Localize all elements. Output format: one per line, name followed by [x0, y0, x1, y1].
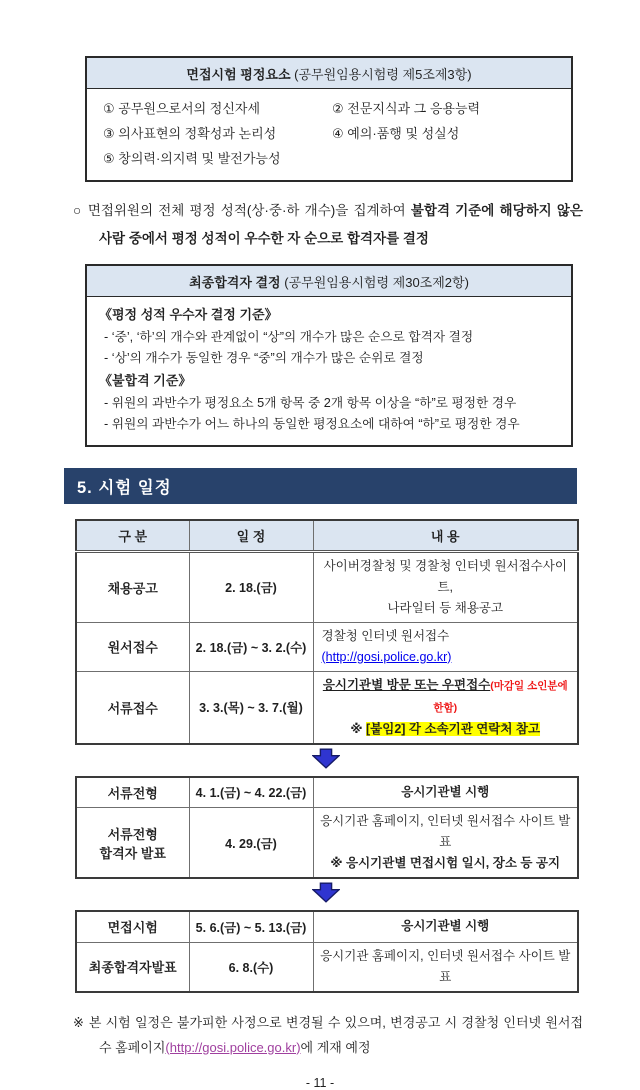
row-content [313, 808, 578, 879]
schedule-table-application [75, 519, 579, 745]
table-header-row [76, 520, 578, 551]
label-line: 합격자 발표 [99, 845, 166, 861]
reference-mark: ※ [350, 721, 367, 736]
final-decision-title: 최종합격자 결정 [189, 275, 281, 290]
final-decision-box [85, 264, 573, 447]
criteria-item-3: ③ 의사표현의 정확성과 논리성 [103, 126, 277, 141]
header-date: 일 정 [189, 520, 313, 551]
footnote-text-after: 에 게재 예정 [300, 1039, 371, 1055]
row-date: 6. 8.(수) [189, 942, 313, 992]
criteria-item-1: ① 공무원으로서의 정신자세 [103, 101, 261, 116]
table-row [76, 671, 578, 744]
row-label: 서류접수 [76, 671, 189, 744]
interview-criteria-ref: (공무원임용시험령 제5조제3항) [294, 67, 472, 82]
table-row [76, 911, 578, 942]
content-line [319, 675, 573, 719]
schedule-change-footnote [73, 1010, 583, 1060]
row-date: 4. 29.(금) [189, 808, 313, 879]
table-row [76, 551, 578, 622]
fail-subtitle: 《불합격 기준》 [99, 373, 192, 388]
footnote-text: 본 시험 일정은 불가피한 사정으로 변경될 수 있으며, 변경공고 시 경찰청 인터넷 원서접수 홈페이지 [88, 1014, 583, 1055]
fail-rule: - 위원의 과반수가 어느 하나의 동일한 평정요소에 대하여 “하”로 평정한 경우 [104, 417, 520, 431]
row-content [313, 671, 578, 744]
criteria-right-column [332, 96, 561, 171]
criteria-item-4: ④ 예의·품행 및 성실성 [332, 126, 460, 141]
paragraph-bold-text: 불합격 기준에 해당하지 않은 사람 중에서 평정 성적이 우수한 자 순으로 합격자를 결정 [99, 203, 583, 246]
row-label: 면접시험 [76, 911, 189, 942]
row-content [313, 622, 578, 671]
final-decision-body [87, 297, 571, 445]
schedule-table-interview [75, 910, 579, 993]
table-row [76, 622, 578, 671]
content-text: 경찰청 인터넷 원서접수 [321, 628, 450, 643]
criteria-left-column [103, 96, 332, 171]
header-content: 내 용 [313, 520, 578, 551]
row-label: 원서접수 [76, 622, 189, 671]
interview-criteria-box [85, 56, 573, 182]
row-date: 3. 3.(목) ~ 3. 7.(월) [189, 671, 313, 744]
row-date: 2. 18.(금) [189, 551, 313, 622]
row-content: 응시기관 홈페이지, 인터넷 원서접수 사이트 발표 [313, 942, 578, 992]
attachment-highlight-text: [붙임2] 각 소속기관 연락처 참고 [366, 721, 541, 736]
criteria-rule: - ‘상’의 개수가 동일한 경우 “중”의 개수가 많은 순위로 결정 [104, 351, 424, 365]
label-line: 서류전형 [107, 826, 158, 842]
gosi-police-link-footer[interactable]: (http://gosi.police.go.kr) [165, 1039, 301, 1055]
row-content: 응시기관별 시행 [313, 911, 578, 942]
arrow-down-icon [312, 748, 340, 769]
content-line [319, 719, 573, 740]
pass-decision-paragraph [73, 197, 583, 253]
content-line: 나라일터 등 채용공고 [387, 600, 504, 615]
criteria-item-2: ② 전문지식과 그 응용능력 [332, 101, 481, 116]
row-date: 2. 18.(금) ~ 3. 2.(수) [189, 622, 313, 671]
arrow-down-icon [312, 882, 340, 903]
flow-arrow-container [75, 745, 577, 776]
criteria-rule: - ‘중’, ‘하’의 개수와 관계없이 “상”의 개수가 많은 순으로 합격자 결정 [104, 330, 474, 344]
flow-arrow-container [75, 879, 577, 910]
deadline-warning-text: (마감일 소인분에 한함) [433, 679, 568, 714]
table-row [76, 808, 578, 879]
content-line: ※ 응시기관별 면접시험 일시, 장소 등 공지 [330, 856, 561, 870]
interview-criteria-box-header [87, 58, 571, 89]
submit-method-text: 응시기관별 방문 또는 우편접수 [322, 677, 491, 692]
table-row [76, 942, 578, 992]
row-date: 4. 1.(금) ~ 4. 22.(금) [189, 777, 313, 808]
fail-rule: - 위원의 과반수가 평정요소 5개 항목 중 2개 항목 이상을 “하”로 평정한 경우 [104, 396, 517, 410]
gosi-police-link[interactable]: (http://gosi.police.go.kr) [321, 649, 452, 664]
section-title-text: 5. 시험 일정 [77, 479, 172, 497]
reference-mark: ※ [73, 1014, 85, 1030]
table-row [76, 777, 578, 808]
header-category: 구 분 [76, 520, 189, 551]
row-date: 5. 6.(금) ~ 5. 13.(금) [189, 911, 313, 942]
row-content: 응시기관별 시행 [313, 777, 578, 808]
row-label: 서류전형 [76, 777, 189, 808]
criteria-subtitle: 《평정 성적 우수자 결정 기준》 [99, 307, 278, 322]
final-decision-box-header [87, 266, 571, 297]
interview-criteria-title: 면접시험 평정요소 [186, 67, 291, 82]
schedule-table-screening [75, 776, 579, 880]
section-title-exam-schedule [64, 468, 577, 504]
content-line: 사이버경찰청 및 경찰청 인터넷 원서접수사이트, [323, 558, 567, 594]
row-label [76, 808, 189, 879]
content-line: 응시기관 홈페이지, 인터넷 원서접수 사이트 발표 [320, 814, 571, 849]
final-decision-ref: (공무원임용시험령 제30조제2항) [284, 275, 469, 290]
circle-bullet: ○ [73, 203, 83, 218]
criteria-item-5: ⑤ 창의력·의지력 및 발전가능성 [103, 151, 281, 166]
page-number: - 11 - [305, 1075, 335, 1090]
row-label: 최종합격자발표 [76, 942, 189, 992]
paragraph-normal-text: 면접위원의 전체 평정 성적(상·중·하 개수)을 집계하여 [87, 203, 406, 218]
interview-criteria-body [87, 89, 571, 180]
row-label: 채용공고 [76, 551, 189, 622]
row-content [313, 551, 578, 622]
